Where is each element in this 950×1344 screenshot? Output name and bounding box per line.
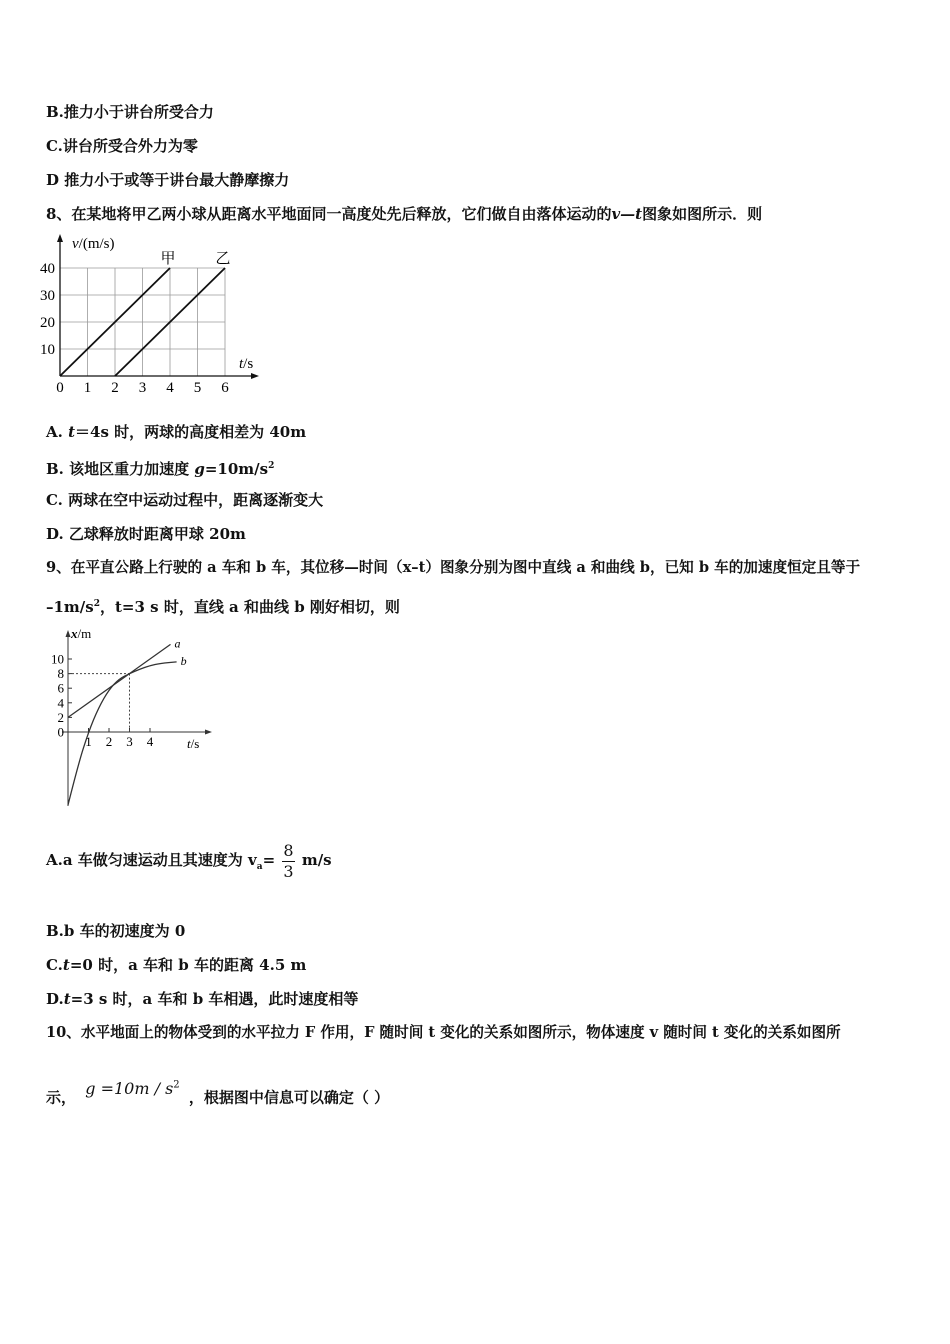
q10-stem-line1: 10、水平地面上的物体受到的水平拉力 F 作用，F 随时间 t 变化的关系如图所示，物体速度 v 随时间 t 变化的关系如图所 bbox=[46, 1024, 841, 1041]
vt-y-tick-label: 20 bbox=[40, 315, 55, 331]
xt-x-tick-label: 3 bbox=[126, 734, 133, 749]
xt-x-tick-label: 1 bbox=[85, 734, 92, 749]
q8-option-c: C. 两球在空中运动过程中，距离逐渐变大 bbox=[46, 491, 324, 509]
option-b: B.推力小于讲台所受合力 bbox=[46, 103, 214, 121]
xt-chart bbox=[40, 622, 220, 810]
vt-x-axis-label: t/s bbox=[239, 356, 254, 372]
vt-chart bbox=[40, 232, 270, 404]
xt-y-tick-label: 4 bbox=[57, 695, 64, 711]
vt-y-tick-label: 10 bbox=[40, 342, 55, 358]
vt-x-tick-label: 2 bbox=[111, 380, 119, 396]
xt-y-arrow bbox=[66, 630, 71, 637]
q9-stem-line2: $-1m/s^2$，t=3 s 时，直线 a 和曲线 b 刚好相切，则 bbox=[46, 598, 400, 616]
vt-x-tick-label: 5 bbox=[193, 380, 202, 396]
fraction-denominator: 3 bbox=[283, 861, 294, 881]
option-c: C.讲台所受合外力为零 bbox=[46, 137, 198, 155]
q9-option-a: A.a 车做匀速运动且其速度为 $v_a=$ $\frac{8}{3}$ m/s bbox=[46, 840, 332, 881]
xt-x-tick-label: 2 bbox=[105, 734, 113, 749]
vt-y-arrow bbox=[57, 234, 63, 242]
q8-stem: 8、在某地将甲乙两小球从距离水平地面同一高度处先后释放，它们做自由落体运动的v—t图象如图所示．则 bbox=[46, 205, 763, 223]
xt-x-tick-label: 4 bbox=[146, 734, 154, 749]
fraction bbox=[282, 841, 294, 882]
vt-x-tick-label: 6 bbox=[221, 380, 229, 396]
vt-x-tick-label: 3 bbox=[138, 380, 147, 396]
gravity-formula: $g =10m / s^2$ bbox=[85, 1079, 180, 1099]
xt-y-tick-label: 8 bbox=[57, 666, 64, 682]
vt-grid bbox=[60, 268, 225, 376]
xt-series-label: b bbox=[180, 653, 187, 668]
vt-x-tick-label: 1 bbox=[83, 380, 92, 396]
vt-y-tick-label: 30 bbox=[40, 288, 55, 304]
xt-y-axis-label: x/m bbox=[71, 626, 92, 641]
vt-y-axis-label: v/(m/s) bbox=[72, 236, 115, 252]
xt-axes bbox=[62, 630, 212, 806]
q8-option-a: A. t＝4s 时，两球的高度相差为 40m bbox=[46, 423, 307, 441]
xt-y-tick-label: 0 bbox=[57, 724, 64, 740]
vt-labels bbox=[40, 236, 253, 396]
q9-option-b: B.b 车的初速度为 0 bbox=[46, 922, 186, 940]
xt-x-axis-label: t/s bbox=[187, 736, 200, 751]
vt-y-tick-label: 40 bbox=[40, 261, 55, 277]
xt-guides bbox=[68, 674, 130, 732]
vt-series-label: 乙 bbox=[215, 251, 231, 267]
q8-option-b: B. 该地区重力加速度 $g=10m/s^2$ bbox=[46, 460, 275, 478]
fraction-numerator: 8 bbox=[283, 840, 294, 860]
vt-x-arrow bbox=[251, 373, 259, 379]
q8-option-d: D. 乙球释放时距离甲球 20m bbox=[46, 525, 246, 543]
xt-y-tick-label: 2 bbox=[57, 709, 64, 725]
q9-stem-line1: 9、在平直公路上行驶的 a 车和 b 车，其位移—时间（x–t）图象分别为图中直线 a 和曲线 b，已知 b 车的加速度恒定且等于 bbox=[46, 559, 861, 576]
xt-x-arrow bbox=[205, 730, 212, 735]
xt-series bbox=[68, 644, 177, 805]
xt-y-tick-label: 10 bbox=[51, 651, 64, 667]
xt-y-tick-label: 6 bbox=[57, 680, 64, 696]
q10-stem-line2: 示， $g =10m / s^2$ ，根据图中信息可以确定（ ） bbox=[46, 1079, 390, 1107]
q9-option-c: C.t=0 时，a 车和 b 车的距离 4.5 m bbox=[46, 956, 307, 974]
vt-x-tick-label: 4 bbox=[166, 380, 174, 396]
xt-series-a bbox=[68, 644, 171, 717]
q9-option-d: D.t=3 s 时，a 车和 b 车相遇，此时速度相等 bbox=[46, 990, 359, 1008]
vt-x-tick-label: 0 bbox=[56, 380, 64, 396]
option-d: D 推力小于或等于讲台最大静摩擦力 bbox=[46, 171, 290, 189]
xt-series-label: a bbox=[174, 636, 181, 651]
vt-series-label: 甲 bbox=[160, 251, 176, 267]
